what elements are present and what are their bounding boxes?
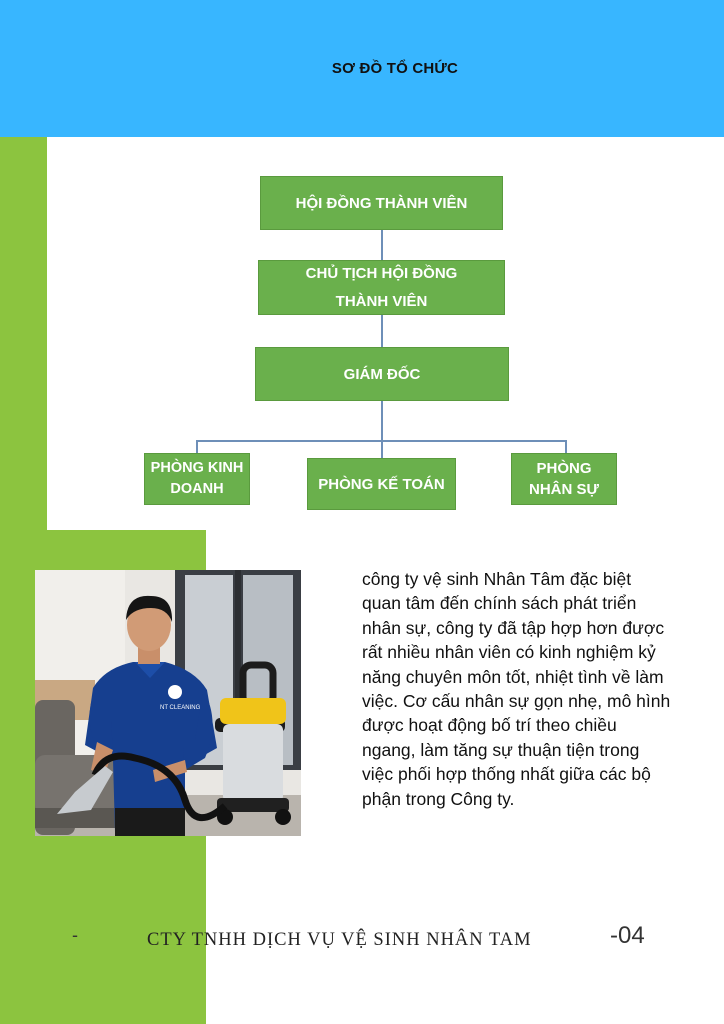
- page-title: SƠ ĐỒ TỔ CHỨC: [331, 60, 459, 77]
- connector-3-branch: [381, 400, 383, 458]
- shirt-logo-text: NT CLEANING: [160, 705, 201, 711]
- cleaning-photo-illustration: [35, 570, 301, 836]
- org-box-label: HỘI ĐỒNG THÀNH VIÊN: [295, 194, 468, 212]
- text-line: công ty vệ sinh Nhân Tâm đặc biệt: [362, 569, 632, 589]
- org-box-label: GIÁM ĐỐC: [343, 365, 421, 383]
- text-line: nhân sự, công ty đã tập hợp hơn được: [362, 617, 665, 638]
- text-line: việc. Cơ cấu nhân sự gọn nhẹ, mô hình: [362, 691, 671, 712]
- footer-company-name: CTY TNHH DỊCH VỤ VỆ SINH NHÂN TAM: [147, 930, 532, 950]
- connector-drop-right: [565, 440, 567, 453]
- org-box-label: PHÒNG KINH: [150, 460, 244, 476]
- text-line: được hoạt động bố trí theo chiều: [362, 715, 617, 736]
- company-description: [362, 567, 707, 811]
- org-box-label: PHÒNG KẾ TOÁN: [318, 475, 445, 493]
- text-line: việc phối hợp thống nhất giữa các bộ: [362, 764, 651, 785]
- footer-dash: -: [72, 925, 78, 945]
- page-number: -04: [610, 922, 645, 949]
- text-line: rất nhiều nhân viên có kinh nghiệm kỷ: [362, 642, 656, 663]
- text-line: năng chuyên môn tốt, nhiệt tình về làm: [362, 666, 664, 687]
- org-box-label: THÀNH VIÊN: [335, 292, 428, 310]
- connector-drop-left: [196, 440, 198, 453]
- org-box-council-chairman: [258, 260, 505, 315]
- org-box-accounting-dept: [307, 458, 456, 510]
- org-box-label: PHÒNG: [536, 460, 592, 477]
- org-box-hr-dept: [511, 453, 617, 505]
- org-box-label: CHỦ TỊCH HỘI ĐỒNG: [305, 264, 458, 282]
- connector-horizontal: [196, 440, 566, 442]
- green-sidebar-strip: [0, 137, 47, 537]
- org-box-label: NHÂN SỰ: [529, 481, 599, 498]
- org-box-sales-dept: [144, 453, 250, 505]
- org-box-director: [255, 347, 509, 401]
- connector-1-2: [381, 229, 383, 261]
- cleaning-staff-photo: [35, 570, 301, 836]
- text-line: quan tâm đến chính sách phát triển: [362, 593, 637, 614]
- text-line: phận trong Công ty.: [362, 788, 515, 809]
- connector-2-3: [381, 314, 383, 347]
- org-box-label: DOANH: [170, 481, 224, 497]
- org-box-members-council: [260, 176, 503, 230]
- text-line: ngang, làm tăng sự thuận tiện trong: [362, 739, 640, 760]
